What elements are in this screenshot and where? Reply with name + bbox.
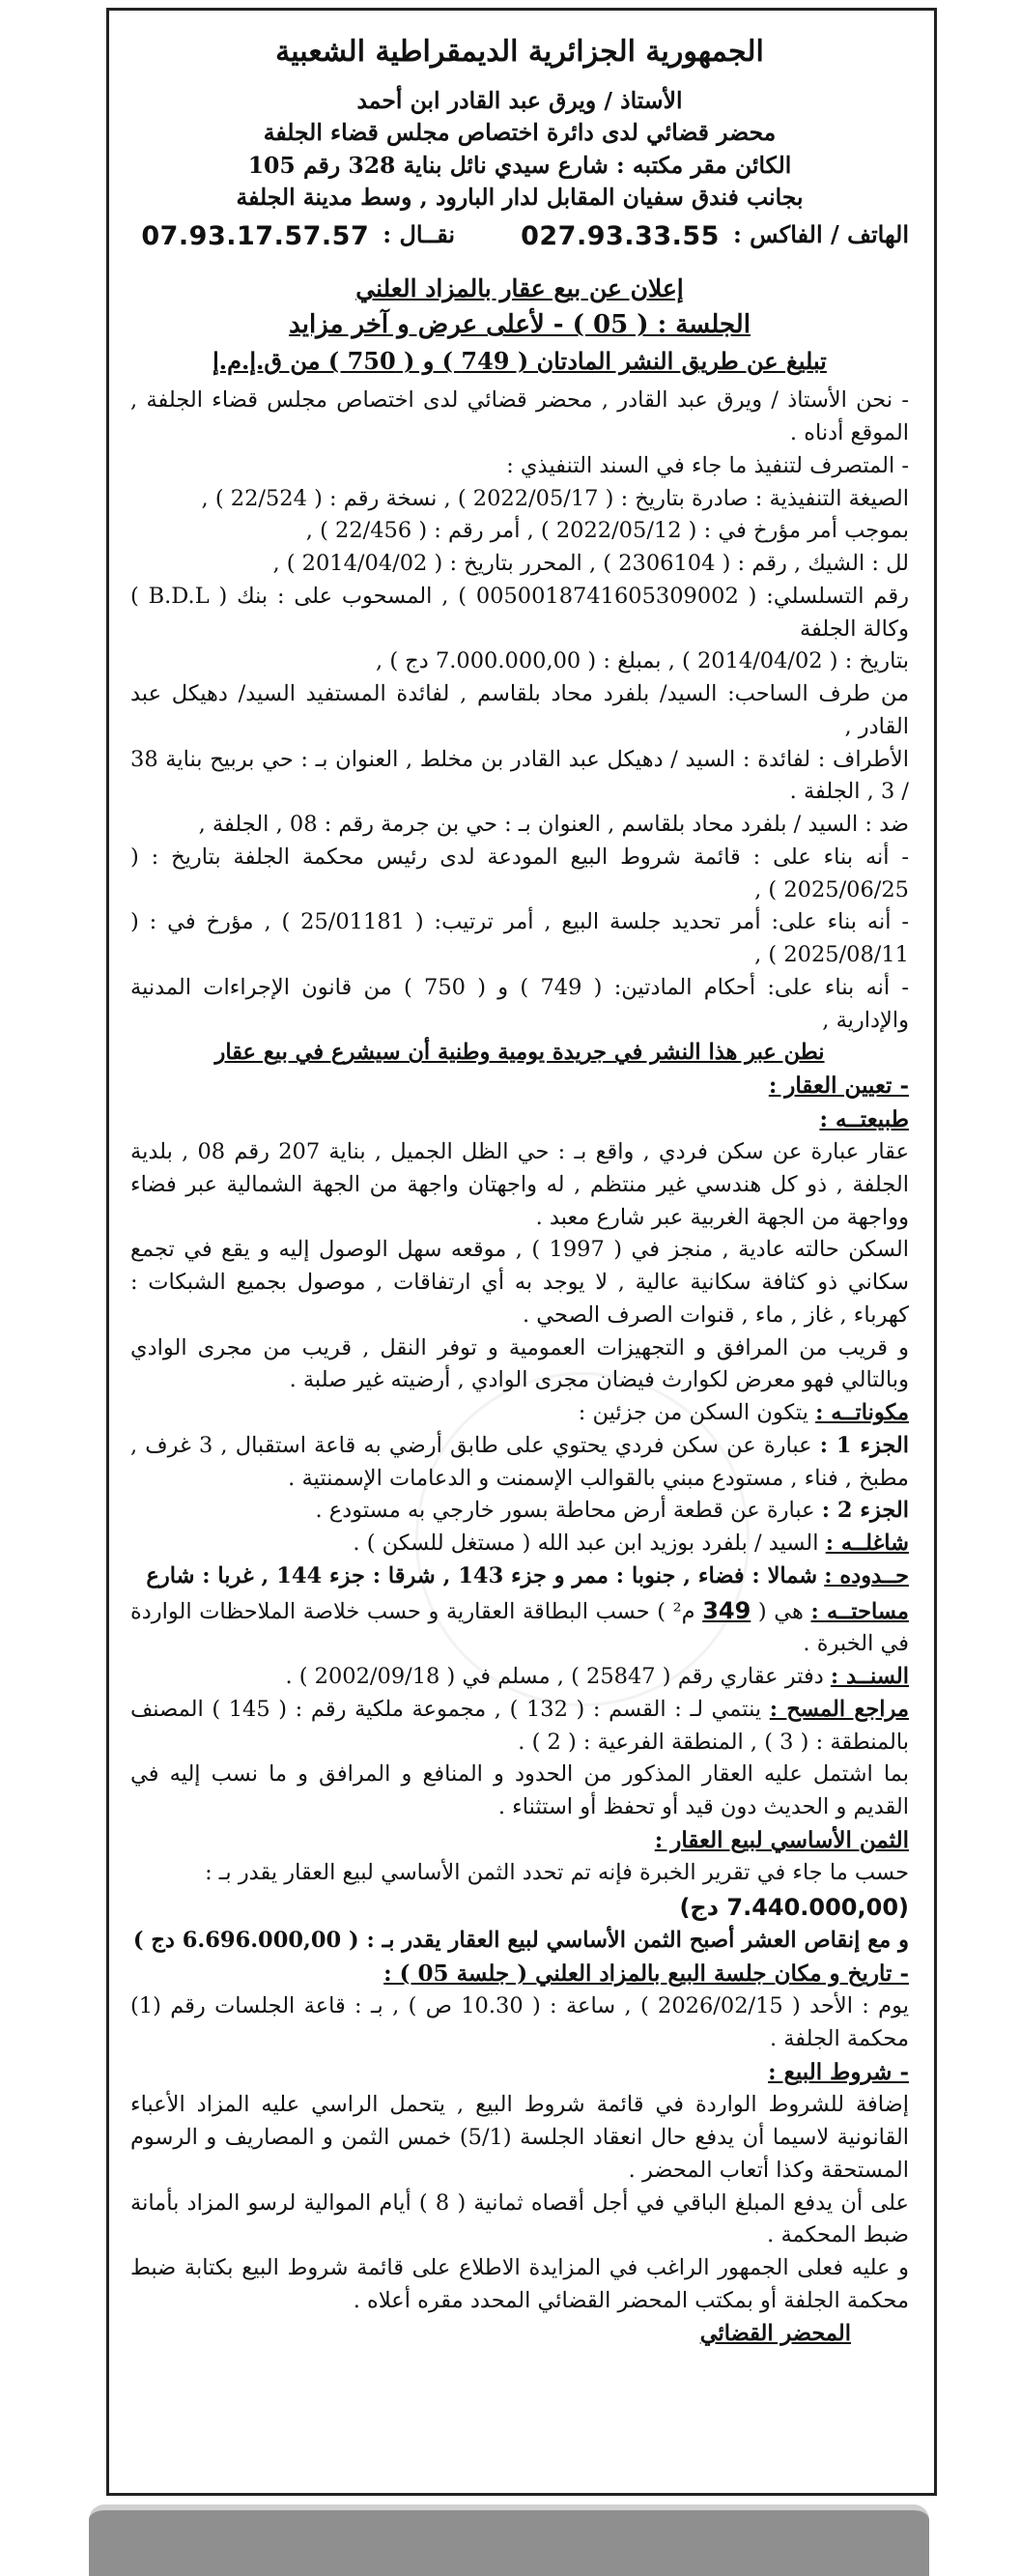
bounds-line [130,1560,909,1593]
intro-paragraph: - نحن الأستاذ / ويرق عبد القادر , محضر قضائي لدى اختصاص مجلس قضاء الجلفة , الموقع أدناه . [130,387,909,446]
cheque-reference: لل : الشيك , رقم : ( 2306104 ) , المحرر بتاريخ : ( 2014/04/02 ) , [272,551,909,577]
area-line [130,1593,909,1662]
phone-label: الهاتف / الفاكس : [732,220,909,249]
part-1 [130,1430,909,1496]
bottom-bar [89,2504,929,2576]
designation-heading: - تعيين العقار : [768,1073,909,1100]
nature-paragraph-2: السكن حالته عادية , منجز في ( 1997 ) , موقعه سهل الوصول إليه و يقع في تجمع سكاني ذو كثافة سكانية عالية , لا يوجد به أي ارتفاقات , موصول بجميع الشبكات : كهرباء , غاز , ماء , قنوات الصرف الصحي . [130,1237,909,1328]
occupant-text: السيد / بلفرد بوزيد ابن عبد الله ( مستغل للسكن ) . [353,1531,819,1557]
part-1-label: الجزء 1 : [819,1432,910,1458]
bounds-label: حــدوده : [824,1562,909,1589]
deed-label: السنــد : [830,1664,909,1690]
serial-number: رقم التسلسلي: ( 0050018741605309002 ) , المسحوب على : بنك ( B.D.L ) وكالة الجلفة [130,583,909,642]
condition-3: و عليه فعلى الجمهور الراغب في المزايدة الاطلاع على قائمة شروط البيع بكتابة ضبط محكمة الجلفة أو بمكتب المحضر القضائي المحدد مقره أعلاه . [130,2255,909,2313]
phone-number: 027.93.33.55 [521,221,720,252]
legal-articles: - أنه بناء على: أحكام المادتين: ( 749 ) و ( 750 ) من قانون الإجراءات المدنية والإدارية , [130,974,910,1033]
legal-basis-line: تبليغ عن طريق النشر المادتان ( 749 ) و ( 750 ) من ق.إ.م.إ [212,347,827,376]
part-2-label: الجزء 2 : [821,1498,909,1524]
price-paragraph-2: و مع إنقاص العشر أصبح الثمن الأساسي لبيع العقار يقدر بـ : ( 6.696.000,00 دج ) [132,1928,909,1954]
deed-line [130,1661,909,1694]
office-address: الكائن مقر مكتبه : شارع سيدي نائل بناية 328 رقم 105 [247,151,792,179]
condition-2: على أن يدفع المبلغ الباقي في أجل أقصاه ثمانية ( 8 ) أيام الموالية لرسو المزاد بأمانة ضبط المحكمة . [130,2190,909,2248]
occupant-label: شاغلــه : [825,1531,909,1557]
bailiff-jurisdiction: محضر قضائي لدى دائرة اختصاص مجلس قضاء الجلفة [263,119,777,147]
area-label: مساحتــه : [810,1598,909,1624]
session-order: - أنه بناء على: أمر تحديد جلسة البيع , أمر ترتيب: ( 25/01181 ) , مؤرخ في : ( 2025/08/11 ) , [130,909,909,968]
republic-title: الجمهورية الجزائرية الديمقراطية الشعبية [275,35,764,69]
session-line: الجلسة : ( 05 ) - لأعلى عرض و آخر مزايد [289,310,751,340]
schedule-paragraph: يوم : الأحد ( 2026/02/15 ) , ساعة : ( 10.30 ص ) , بـ : قاعة الجلسات رقم (1) محكمة الجلفة . [130,1993,909,2052]
legal-notice [106,8,937,2496]
publication-notice: نطن عبر هذا النشر في جريدة يومية وطنية أن سيشرع في بيع عقار [214,1040,825,1066]
part-1-text: عبارة عن سكن فردي يحتوي على طابق أرضي به قاعة استقبال , 3 غرف , مطبخ , فناء , مستودع مبني بالقوالب الإسمنت و الدعامات الإسمنتية . [130,1432,909,1491]
announcement-title: إعلان عن بيع عقار بالمزاد العلني [355,273,684,302]
components-heading: مكوناتــه : [815,1400,909,1426]
area-prefix: هي ( [757,1598,804,1624]
nature-paragraph-1: عقار عبارة عن سكن فردي , واقع بـ : حي الظل الجميل , بناية 207 رقم 08 , بلدية الجلفة , ذو كل هندسي غير منتظم , له واجهتان واجهة من الجهة الشمالية عبر فضاء وواجهة من الجهة الغربية عبر شارع معبد . [130,1139,909,1230]
includes-paragraph: بما اشتمل عليه العقار المذكور من الحدود و المنافع و المرافق و ما نسب إليه في القديم و الحديث دون قيد أو تحفظ أو استثناء . [130,1761,909,1820]
occupant-line [130,1528,909,1560]
spacer [468,217,507,257]
office-address-2: بجانب فندق سفيان المقابل لدار البارود , وسط مدينة الجلفة [236,184,804,212]
survey-text: ينتمي لـ : القسم : ( 132 ) , مجموعة ملكية رقم : ( 145 ) المصنف بالمنطقة : ( 3 ) , المنطقة الفرعية : ( 2 ) . [130,1696,909,1755]
conditions-heading: - شروط البيع : [768,2058,909,2085]
condition-1: إضافة للشروط الواردة في قائمة شروط البيع , يتحمل الراسي عليه المزاد الأعباء القانونية لاسيما أن يدفع حال انعقاد الجلسة (5/1) خمس الثمن و المصاريف و الرسوم المستحقة وكذا أتعاب المحضر . [130,2092,909,2183]
price-value-1: (7.440.000,00 دج) [679,1894,909,1922]
price-heading: الثمن الأساسي لبيع العقار : [654,1826,909,1853]
part-2-text: عبارة عن قطعة أرض محاطة بسور خارجي به مستودع . [315,1498,815,1524]
drawer-line: من طرف الساحب: السيد/ بلفرد محاد بلقاسم , لفائدة المستفيد السيد/ دهيكل عبد القادر , [130,681,909,739]
order-reference: بموجب أمر مؤرخ في : ( 2022/05/12 ) , أمر رقم : ( 22/456 ) , [305,518,909,544]
signature: المحضر القضائي [699,2320,851,2346]
area-value: 349 [702,1596,751,1624]
amount-line: بتاريخ : ( 2014/04/02 ) , بمبلغ : ( 7.000.000,00 دج ) , [376,648,909,674]
survey-line [130,1694,909,1760]
area-unit: م² [672,1598,695,1624]
mobile-label: نقــال : [382,220,456,249]
parties-line: الأطراف : لفائدة : السيد / دهيكل عبد القادر بن مخلط , العنوان بـ : حي بربيح بناية 38 / 3 , الجلفة . [130,746,909,805]
components-intro: يتكون السكن من جزئين : [578,1400,808,1426]
conditions-list-deposit: - أنه بناء على : قائمة شروط البيع المودعة لدى رئيس محكمة الجلفة بتاريخ : ( 2025/06/25 ) , [130,844,909,902]
part-2 [130,1495,909,1528]
price-paragraph-1: حسب ما جاء في تقرير الخبرة فإنه تم تحدد الثمن الأساسي لبيع العقار يقدر بـ : [205,1860,909,1886]
area-suffix: ) حسب البطاقة العقارية و حسب خلاصة الملاحظات الواردة في الخبرة . [130,1598,909,1657]
against-line: ضد : السيد / بلفرد محاد بلقاسم , العنوان بـ : حي بن جرمة رقم : 08 , الجلفة , [198,812,909,838]
survey-label: مراجع المسح : [769,1696,909,1722]
acting-line: - المتصرف لتنفيذ ما جاء في السند التنفيذي : [506,452,909,478]
bounds-text: شمالا : فضاء , جنوبا : ممر و جزء 143 , شرقا : جزء 144 , غربا : شارع [146,1562,818,1589]
executory-form: الصيغة التنفيذية : صادرة بتاريخ : ( 2022/05/17 ) , نسخة رقم : ( 22/524 ) , [201,485,909,511]
schedule-heading: - تاريخ و مكان جلسة البيع بالمزاد العلني ( جلسة 05 ) : [383,1960,909,1987]
mobile-number: 07.93.17.57.57 [141,221,370,252]
nature-paragraph-3: و قريب من المرافق و التجهيزات العمومية و توفر النقل , قريب من مجرى الوادي وبالتالي فهو معرض لكوارث فيضان مجرى الوادي , أرضيته غير صلبة . [130,1334,909,1393]
contact-line [130,217,909,257]
nature-heading: طبيعتــه : [819,1105,909,1132]
deed-text: دفتر عقاري رقم ( 25847 ) , مسلم في ( 2002/09/18 ) . [285,1664,824,1690]
components-line [130,1397,909,1430]
bailiff-name: الأستاذ / ويرق عبد القادر ابن أحمد [356,87,683,114]
